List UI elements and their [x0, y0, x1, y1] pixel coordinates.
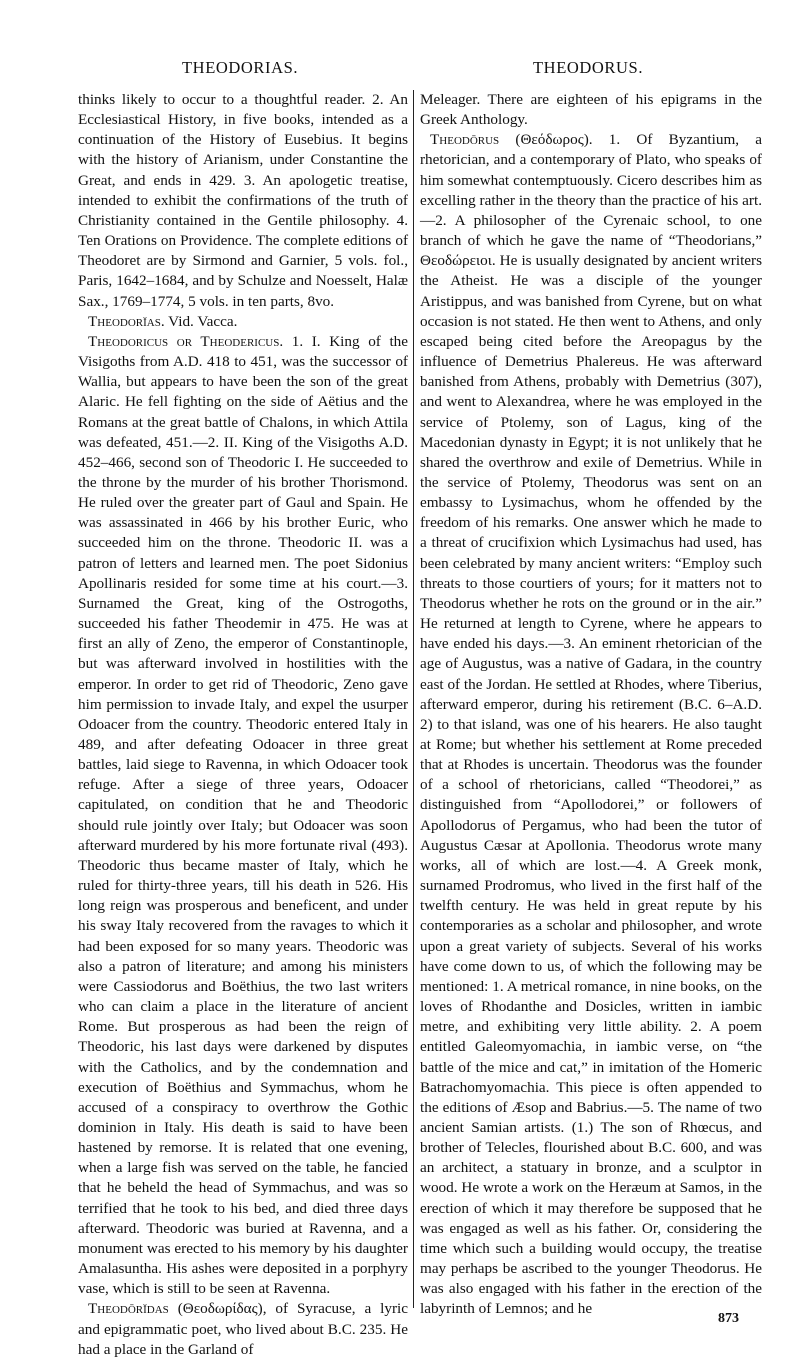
right-column [420, 90, 762, 1320]
entry-headword: Theodōrĭdas [88, 1300, 169, 1318]
page-number: 873 [718, 1311, 739, 1326]
entry-theodoricus [78, 332, 408, 1300]
entry-text: (Θεοδωρίδας), of Syracuse, a lyric and epigrammatic poet, who lived about B.C. 235. He had a place in the Garland of [78, 1300, 408, 1358]
entry-theodoridas-continuation: Meleager. There are eighteen of his epigrams in the Greek Anthology. [420, 91, 762, 129]
entry-headword: Theodorĭas. [88, 312, 165, 330]
entry-text: Vid. Vacca. [168, 312, 238, 330]
entry-theodorias [78, 312, 408, 332]
column-divider [413, 90, 414, 1308]
header-right: THEODORUS. [533, 58, 644, 77]
entry-theodorus [420, 130, 762, 1319]
entry-text: (Θεόδωρος). 1. Of Byzantium, a rhetorician, and a contemporary of Plato, who speaks of him somewhat contemptuously. Cicero describes him as excelling rather in the theory than the practice of his art.—2. A philosopher of the Cyrenaic school, to one branch of which he gave the name of “Theodorians,” Θεοδώρειοι. He is usually designated by ancient writers the Atheist. He was a disciple of the younger Aristippus, and was banished from Cyrene, but on what occasion is not stated. He then went to Athens, and only escaped being cited before the Areopagus by the influence of Demetrius Phalereus. He was afterward banished from Athens, probably with Demetrius (307), and went to Alexandrea, where he was employed in the service of Ptolemy, son of Lagus, king of the Macedonian dynasty in Egypt; it is not unlikely that he shared the overthrow and exile of Demetrius. While in the service of Ptolemy, Theodorus was sent on an embassy to Lysimachus, whom he offended by the freedom of his remarks. One answer which he made to a threat of crucifixion which Lysimachus had used, has been celebrated by many ancient writers: “Employ such threats to those courtiers of yours; for it matters not to Theodorus whether he rots on the ground or in the air.” He returned at length to Cyrene, where he appears to have ended his days.—3. An eminent rhetorician of the age of Augustus, was a native of Gadara, in the country east of the Jordan. He settled at Rhodes, where Tiberius, afterward emperor, during his retirement (B.C. 6–A.D. 2) to that island, was one of his hearers. He also taught at Rome; but whether his settlement at Rome preceded that at Rhodes is uncertain. Theodorus was the founder of a school of rhetoricians, called “Theodorei,” as distinguished from “Apollodorei,” or followers of Apollodorus of Pergamus, who had been the tutor of Augustus Cæsar at Apollonia. Theodorus wrote many works, all of which are lost.—4. A Greek monk, surnamed Prodromus, who lived in the first half of the twelfth century. He was held in great repute by his contemporaries as a scholar and philosopher, and wrote upon a great variety of subjects. Several of his works have come down to us, of which the following may be mentioned: 1. A metrical romance, in nine books, on the loves of Rhodanthe and Dosicles, written in iambic metre, and exhibiting very little ability. 2. A poem entitled Galeomyomachia, in iambic verse, on “the battle of the mice and cat,” in imitation of the Homeric Batrachomyomachia. This piece is often appended to the editions of Æsop and Babrius.—5. The name of two ancient Samian artists. (1.) The son of Rhœcus, and brother of Telecles, flourished about B.C. 600, and was an architect, a statuary in bronze, and a sculptor in wood. He wrote a work on the Heræum at Samos, in the erection of which it may therefore be supposed that he was engaged as well as his father. Or, considering the time which such a building would occupy, the treatise may perhaps be ascribed to the younger Theodorus. He was also engaged with his father in the erection of the labyrinth of Lemnos; and he [420, 131, 763, 1318]
header-left: THEODORIAS. [182, 58, 299, 77]
entry-text: 1. I. King of the Visigoths from A.D. 418 to 451, was the successor of Wallia, but appears to have been the son of the great Alaric. He fell fighting on the side of Aëtius and the Romans at the great battle of Chalons, in which Attila was defeated, 451.—2. II. King of the Visigoths A.D. 452–466, second son of Theodoric I. He succeeded to the throne by the murder of his brother Thorismond. He ruled over the greater part of Gaul and Spain. He was assassinated in 466 by his brother Euric, who succeeded him on the throne. Theodoric II. was a patron of letters and learned men. The poet Sidonius Apollinaris resided for some time at his court.—3. Surnamed the Great, king of the Ostrogoths, succeeded his father Theodemir in 475. He was at first an ally of Zeno, the emperor of Constantinople, but was afterward involved in hostilities with the emperor. In order to get rid of Theodoric, Zeno gave him permission to invade Italy, and expel the usurper Odoacer from the country. Theodoric entered Italy in 489, and after defeating Odoacer in three great battles, laid siege to Ravenna, in which Odoacer took refuge. After a siege of three years, Odoacer capitulated, on condition that he and Theodoric should rule jointly over Italy; but Odoacer was soon afterward murdered by his more fortunate rival (493). Theodoric thus became master of Italy, which he ruled for thirty-three years, till his death in 526. His long reign was prosperous and beneficent, and under his sway Italy recovered from the ravages to which it had been exposed for so many years. Theodoric was also a patron of literature; and among his ministers were Cassiodorus and Boëthius, the two last writers who can claim a place in the literature of ancient Rome. But prosperous as had been the reign of Theodoric, his last days were darkened by disputes with the Catholics, and by the condemnation and execution of Boëthius and Symmachus, whom he accused of a conspiracy to overthrow the Gothic dominion in Italy. His death is said to have been hastened by remorse. It is related that one evening, when a large fish was served on the table, he fancied that he beheld the head of Symmachus, and was so terrified that he took to his bed, and died three days afterward. Theodoric was buried at Ravenna, and a monument was erected to his memory by his daughter Amalasuntha. His ashes were deposited in a porphyry vase, which is still to be seen at Ravenna. [78, 332, 409, 1298]
entry-headword: Theodōrus [430, 131, 500, 149]
running-headers [0, 58, 800, 82]
left-column [78, 90, 408, 1360]
entry-theodoretus-continuation: thinks likely to occur to a thoughtful reader. 2. An Ecclesiastical History, in five books, intended as a continuation of the History of Eusebius. It begins with the history of Arianism, under Constantine the Great, and ends in 429. 3. An apologetic treatise, intended to exhibit the confirmations of the truth of Christianity contained in the Gentile philosophy. 4. Ten Orations on Providence. The complete editions of Theodoret are by Sirmond and Garnier, 5 vols. fol., Paris, 1642–1684, and by Schulze and Noesselt, Halæ Sax., 1769–1774, 5 vols. in ten parts, 8vo. [78, 91, 408, 310]
entry-headword: Theodoricus or Theodericus. [88, 332, 284, 350]
entry-theodoridas [78, 1299, 408, 1359]
